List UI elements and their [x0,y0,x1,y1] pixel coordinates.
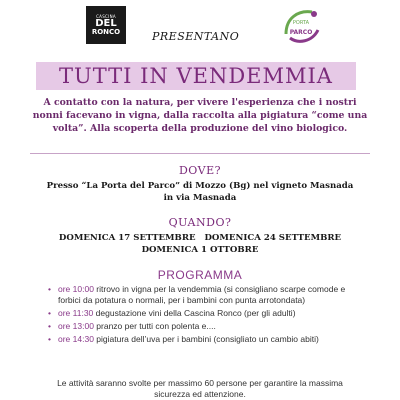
dove-line2: in via Masnada [163,193,237,203]
bullet-icon: • [48,308,51,318]
quando-body [20,232,380,256]
title-band [36,62,356,90]
cascina-del-ronco-logo [86,6,126,44]
logo-left-line1: CASCINA [96,13,116,19]
divider [30,153,370,154]
item-text: pigiatura dell’uva per i bambini (consigliato un cambio abiti) [93,334,319,344]
item-time: ore 10:00 [58,284,94,294]
item-time: ore 11:30 [58,308,94,318]
dove-line1: Presso “La Porta del Parco” di Mozzo (Bg) nel vigneto Masnada [46,181,354,191]
programma-list [48,284,360,347]
quando-title: QUANDO? [168,216,232,229]
list-item [48,321,360,332]
footer-note: Le attività saranno svolte per massimo 60 persone per garantire la massima sicurezza ed attenzione. [57,378,343,399]
logo-left-line3: RONCO [91,27,121,36]
bullet-icon: • [48,284,51,294]
logo-right-line1: PORTA [292,20,310,26]
bullet-icon: • [48,321,51,331]
page-title: TUTTI IN VENDEMMIA [59,64,333,88]
logo-right-line2: PARCO [289,29,313,36]
porta-del-parco-logo [278,4,324,50]
quando-line2: DOMENICA 1 OTTOBRE [141,245,259,255]
porta-del-parco-icon [278,4,324,50]
quando-line1: DOMENICA 17 SETTEMBRE DOMENICA 24 SETTEMBRE [58,233,342,243]
item-time: ore 14:30 [58,334,94,344]
list-item [48,334,360,345]
presentano-text: PRESENTANO [152,30,240,43]
intro-text: A contatto con la natura, per vivere l'esperienza che i nostri nonni facevano in vigna, dalla raccolta alla pigiatura “come una volta”. Alla scoperta della produzione del vino biologico. [32,97,368,134]
bullet-icon: • [48,334,51,344]
logo-left-line2: DEL [95,17,117,29]
item-text: pranzo per tutti con polenta e.... [93,321,216,331]
item-text: degustazione vini della Cascina Ronco (per gli adulti) [93,308,296,318]
item-text: ritrovo in vigna per la vendemmia (si consigliano scarpe comode e forbici da potatura o normali, per i bambini con punta arrotondata) [58,284,346,305]
dove-title: DOVE? [178,164,221,177]
list-item [48,308,360,319]
programma-title: PROGRAMMA [157,268,243,282]
item-time: ore 13:00 [58,321,94,331]
dove-body [20,180,380,204]
list-item [48,284,360,306]
